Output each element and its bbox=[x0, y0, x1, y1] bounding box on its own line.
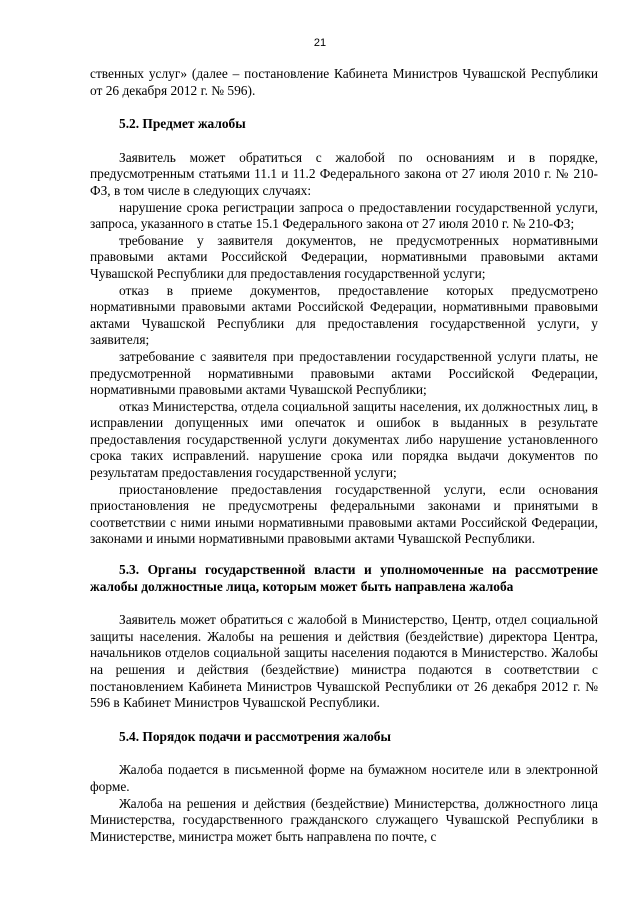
body-paragraph: Заявитель может обратиться с жалобой в Министерство, Центр, отдел социальной защиты населения. Жалобы на решения и действия (бездействие) директора Центра, начальников отделов социальной защиты населения подаются в Министерство. Жалобы на решения и действия (бездействие) министра подаются в соответствии с постановлением Кабинета Министров Чувашской Республики от 26 декабря 2012 г. № 596 в Кабинет Министров Чувашской Республики. bbox=[90, 612, 598, 711]
document-body bbox=[90, 66, 598, 845]
body-paragraph: Заявитель может обратиться с жалобой по основаниям и в порядке, предусмотренным статьями 11.1 и 11.2 Федерального закона от 27 июля 2010 г. № 210-ФЗ, в том числе в следующих случаях: bbox=[90, 149, 598, 198]
list-item: приостановление предоставления государственной услуги, если основания приостановления не предусмотрены федеральными законами и принятыми в соответствии с ними иными нормативными правовыми актами Российской Федерации, законами и иными нормативными правовыми актами Чувашской Республики. bbox=[90, 481, 598, 547]
body-paragraph: Жалоба на решения и действия (бездействие) Министерства, должностного лица Министерства, государственного гражданского служащего Чувашской Республики в Министерстве, министра может быть направлена по почте, с bbox=[90, 795, 598, 844]
section-heading-5-2: 5.2. Предмет жалобы bbox=[119, 116, 246, 132]
page-number: 21 bbox=[313, 37, 327, 49]
body-paragraph: ственных услуг» (далее – постановление Кабинета Министров Чувашской Республики от 26 декабря 2012 г. № 596). bbox=[90, 66, 598, 98]
body-paragraph: Жалоба подается в письменной форме на бумажном носителе или в электронной форме. bbox=[90, 762, 598, 794]
list-item: требование у заявителя документов, не предусмотренных нормативными правовыми актами Российской Федерации, нормативными правовыми актами Чувашской Республики для предоставления государственной услуги; bbox=[90, 232, 598, 281]
list-item: отказ в приеме документов, предоставление которых предусмотрено нормативными правовыми актами Российской Федерации, нормативными правовыми актами Чувашской Республики для предоставления государственной услуги, у заявителя; bbox=[90, 282, 598, 348]
list-item: нарушение срока регистрации запроса о предоставлении государственной услуги, запроса, указанного в статье 15.1 Федерального закона от 27 июля 2010 г. № 210-ФЗ; bbox=[90, 199, 598, 232]
list-item: отказ Министерства, отдела социальной защиты населения, их должностных лиц, в исправлении допущенных ими опечаток и ошибок в выданных в результате предоставления государственной услуги документах либо нарушение установленного срока таких исправлений. нарушение срока или порядка выдачи документов по результатам предоставления государственной услуги; bbox=[90, 398, 598, 481]
section-heading-5-3: 5.3. Органы государственной власти и уполномоченные на рассмотрение жалобы должностные лица, которым может быть направлена жалоба bbox=[90, 562, 598, 594]
section-heading-5-4: 5.4. Порядок подачи и рассмотрения жалобы bbox=[119, 728, 391, 744]
list-item: затребование с заявителя при предоставлении государственной услуги платы, не предусмотренной нормативными правовыми актами Российской Федерации, нормативными правовыми актами Чувашской Республики; bbox=[90, 348, 598, 398]
